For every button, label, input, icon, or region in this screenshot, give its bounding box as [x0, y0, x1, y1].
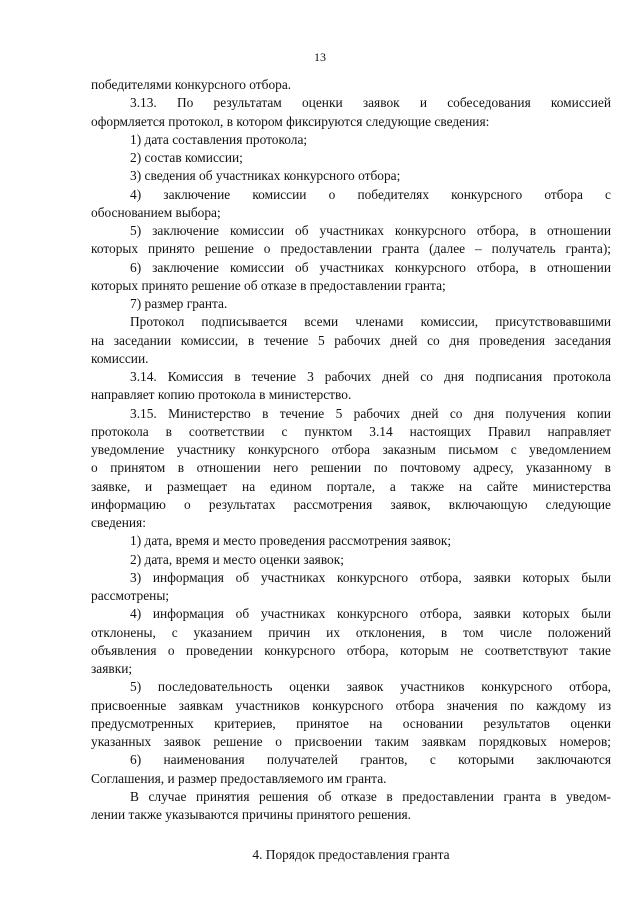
text-line: В случае принятия решения об отказе в предоставлении гранта в уведом-	[130, 788, 611, 804]
text-line: 6) наименования получателей грантов, с которыми заключаются	[130, 752, 611, 768]
text-line: о принятом в отношении него решении по почтовому адресу, указанному в	[91, 460, 611, 476]
text-line: комиссии.	[91, 350, 149, 366]
text-line: лении также указываются причины принятого решения.	[91, 807, 412, 822]
page-number: 13	[314, 50, 326, 64]
text-line: заявке, и размещает на едином портале, а также на сайте министерства	[91, 478, 611, 494]
text-line: предусмотренных критериев, принятое на основании результатов оценки	[91, 715, 611, 731]
text-line: 3.13. По результатам оценки заявок и собеседования комиссией	[130, 95, 611, 111]
text-line: 4) информация об участниках конкурсного отбора, заявки которых были	[130, 606, 611, 622]
text-line: протокола в соответствии с пунктом 3.14 настоящих Правил направляет	[91, 423, 611, 439]
text-line: объявления о проведении конкурсного отбора, которым не соответствуют такие	[91, 642, 611, 658]
text-line: направляет копию протокола в министерство.	[91, 387, 352, 403]
text-line: оформляется протокол, в котором фиксируются следующие сведения:	[91, 113, 490, 129]
text-line: 2) состав комиссии;	[130, 150, 243, 165]
text-line: заявки;	[91, 661, 133, 676]
document-body	[91, 76, 611, 865]
text-line: Соглашения, и размер предоставляемого им гранта.	[91, 770, 387, 786]
text-line: 1) дата, время и место проведения рассмотрения заявок;	[130, 533, 452, 549]
text-line: 3) сведения об участниках конкурсного отбора;	[130, 168, 401, 184]
section-spacer	[91, 824, 611, 846]
text-line: 3.15. Министерство в течение 5 рабочих дней со дня получения копии	[130, 405, 611, 421]
text-line: сведения:	[91, 515, 146, 530]
text-line: Протокол подписывается всеми членами комиссии, присутствовавшими	[130, 314, 611, 330]
text-line: 1) дата составления протокола;	[130, 131, 308, 147]
text-line: присвоенные заявкам участников конкурсного отбора значения по каждому из	[91, 697, 611, 713]
text-line: 3.14. Комиссия в течение 3 рабочих дней со дня подписания протокола	[130, 369, 611, 384]
text-line: 7) размер гранта.	[130, 296, 228, 311]
text-line: 4) заключение комиссии о победителях конкурсного отбора с	[130, 186, 611, 202]
text-line: уведомление участнику конкурсного отбора заказным письмом с уведомлением	[91, 442, 611, 457]
text-line: 2) дата, время и место оценки заявок;	[130, 551, 344, 567]
text-line: рассмотрены;	[91, 588, 170, 603]
section-heading: 4. Порядок предоставления гранта	[252, 847, 450, 863]
text-line: 6) заключение комиссии об участниках конкурсного отбора, в отношении	[130, 259, 611, 275]
text-line: 3) информация об участниках конкурсного отбора, заявки которых были	[130, 569, 611, 585]
text-line: на заседании комиссии, в течение 5 рабочих дней со дня проведения заседания	[91, 332, 611, 348]
text-line: 5) заключение комиссии об участниках конкурсного отбора, в отношении	[130, 223, 611, 238]
text-line: которых принято решение об отказе в предоставлении гранта;	[91, 277, 446, 293]
text-line: которых принято решение о предоставлении гранта (далее – получатель гранта);	[91, 241, 611, 257]
text-line: 5) последовательность оценки заявок участников конкурсного отбора,	[130, 679, 611, 695]
text-line: отклонены, с указанием причин их отклонения, в том числе положений	[91, 624, 611, 640]
text-line: указанных заявок решение о присвоении таким заявкам порядковых номеров;	[91, 734, 611, 749]
text-line: обоснованием выбора;	[91, 204, 221, 220]
text-line: победителями конкурсного отбора.	[91, 77, 292, 92]
text-line: информацию о результатах рассмотрения заявок, включающую следующие	[91, 496, 611, 512]
